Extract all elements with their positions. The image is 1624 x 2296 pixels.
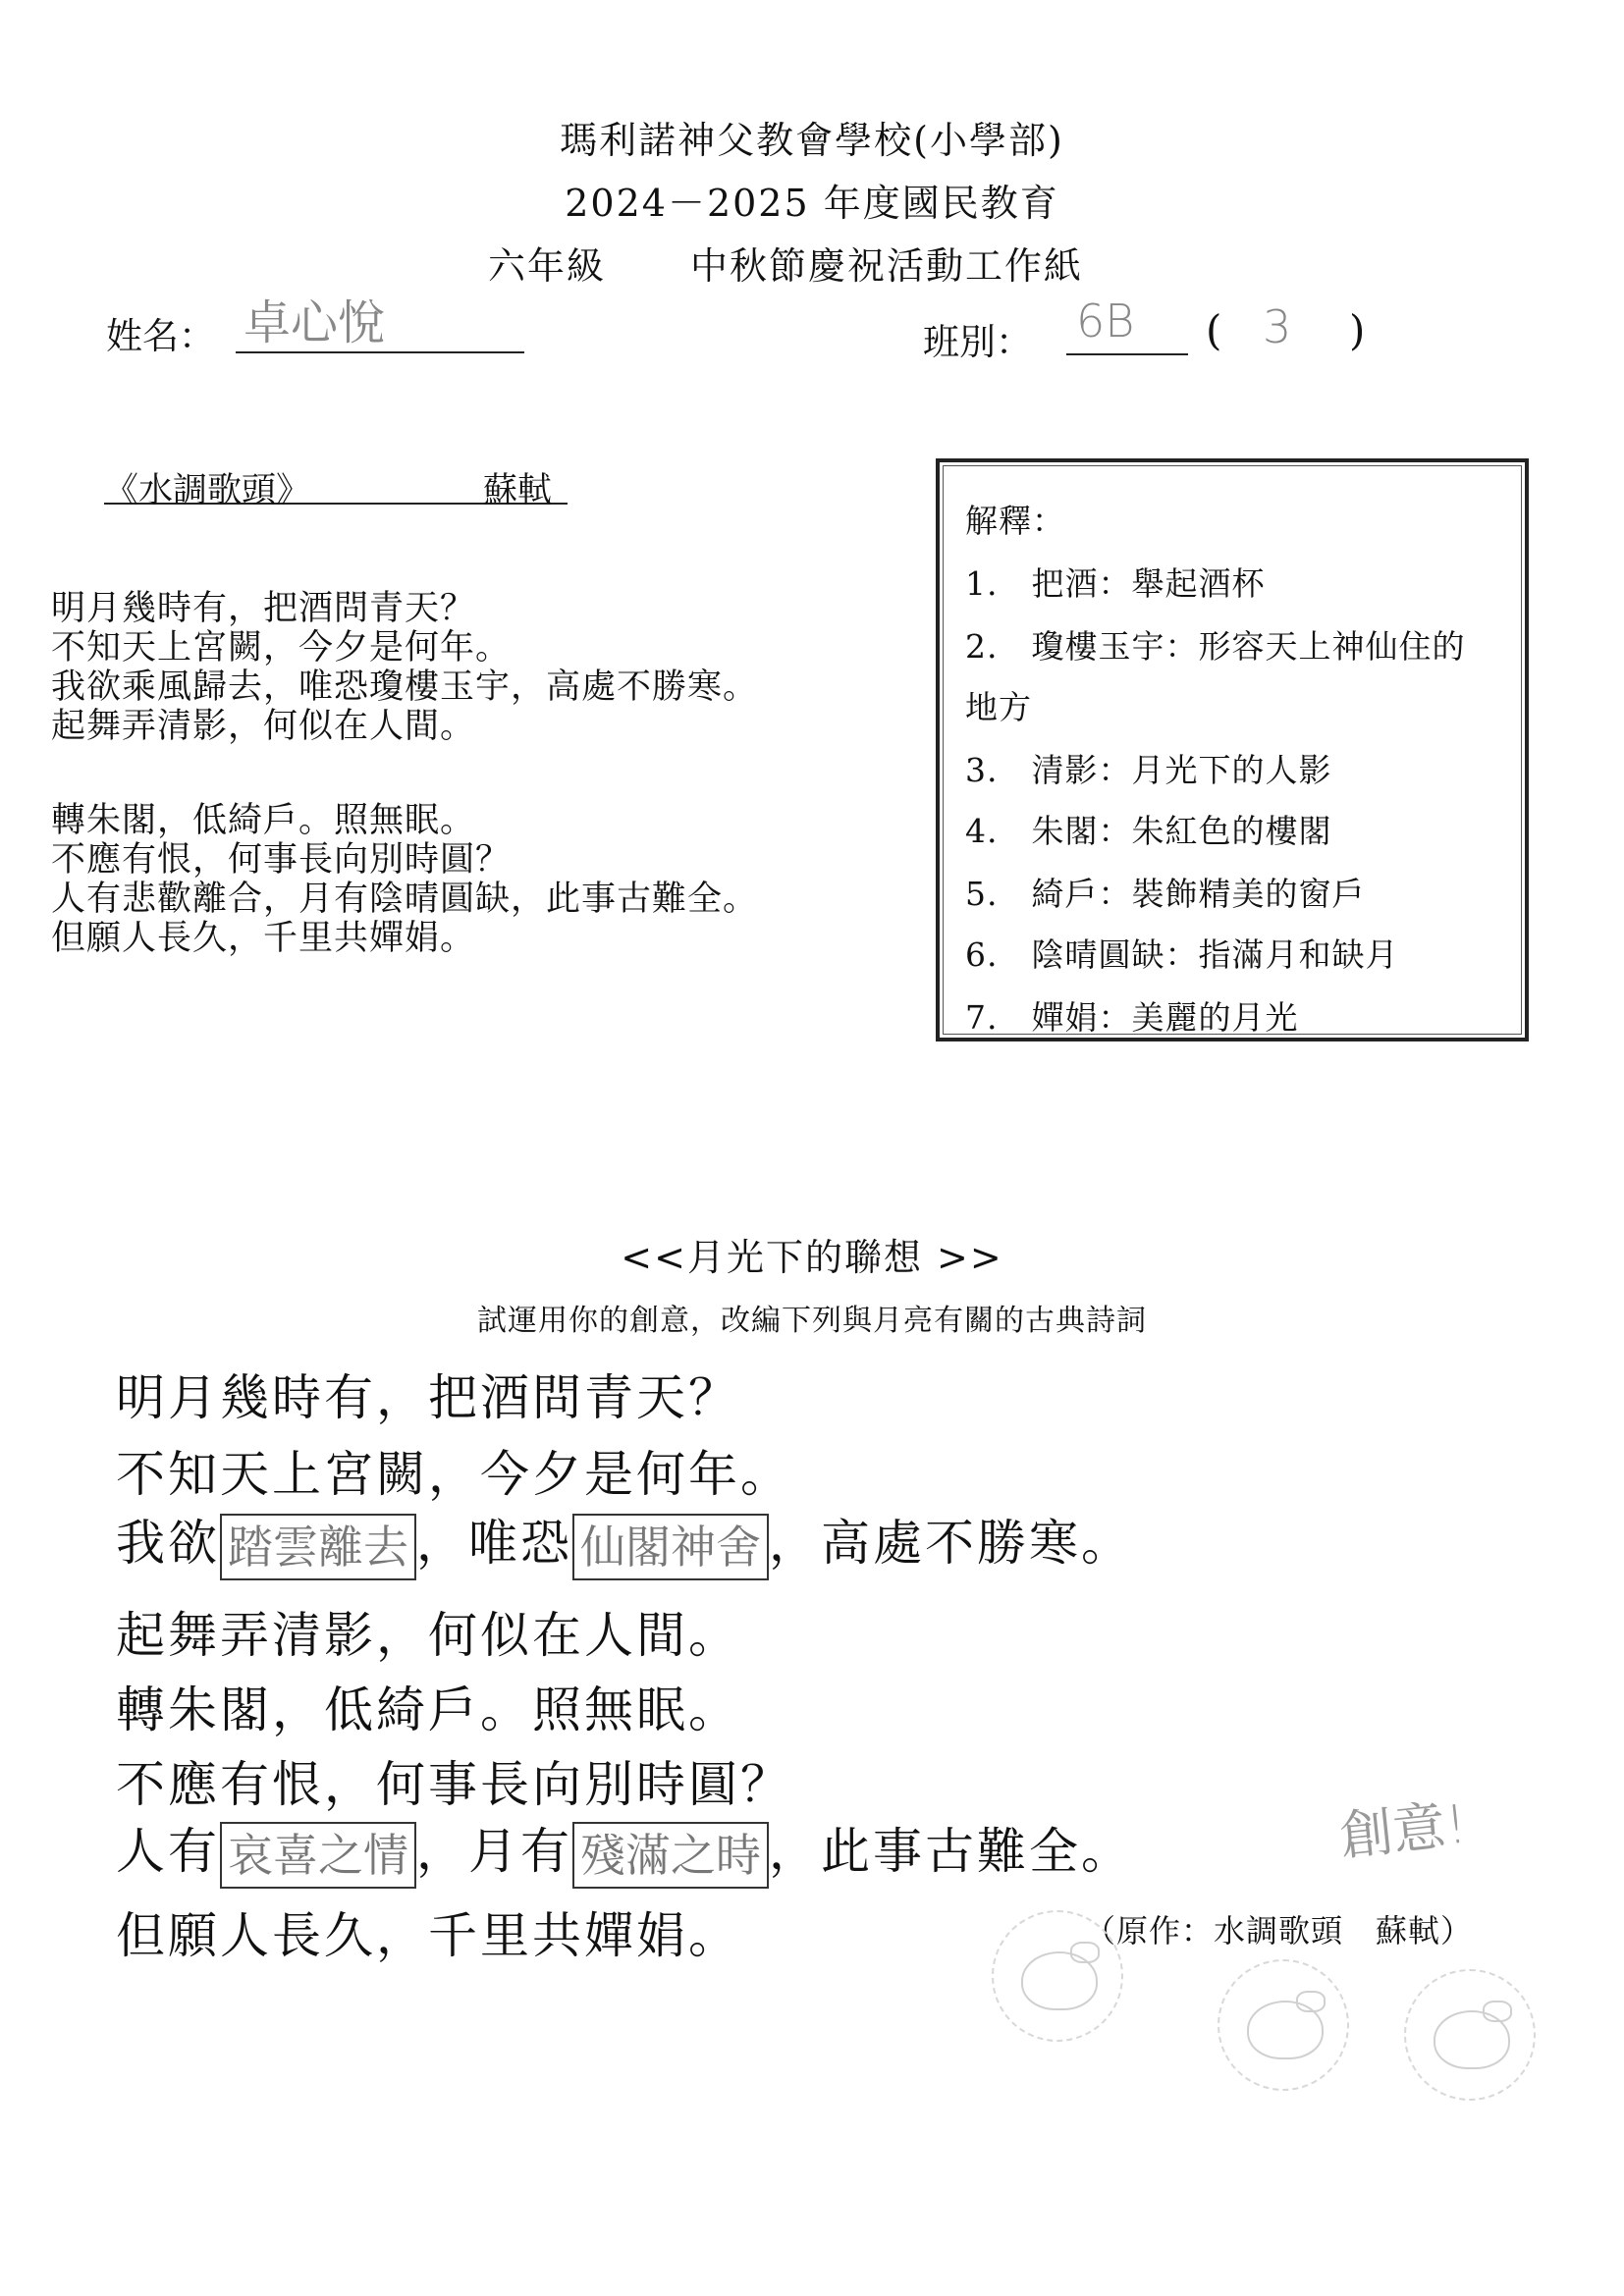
school-name: 瑪利諾神父教會學校(小學部) — [560, 119, 1064, 162]
number-value: 3 — [1263, 300, 1292, 353]
rewrite-line-1: 明月幾時有，把酒問青天？ — [116, 1369, 740, 1426]
glossary-heading: 解釋： — [965, 502, 1065, 540]
line3-text-a: 我欲 — [116, 1515, 220, 1572]
glossary-item: 6. 陰晴圓缺：指滿月和缺月 — [965, 935, 1399, 974]
poem-line: 不知天上宮闕，今夕是何年。 — [51, 628, 512, 667]
source-attribution: （原作：水調歌頭 蘇軾） — [1084, 1912, 1474, 1949]
line7-text-b: ，月有 — [416, 1823, 572, 1880]
rewrite-line-3 — [116, 1504, 1133, 1580]
activity-instruction: 試運用你的創意，改編下列與月亮有關的古典詩詞 — [477, 1304, 1147, 1338]
poem-line: 人有悲歡離合，月有陰晴圓缺，此事古難全。 — [51, 880, 759, 919]
poem-title-row — [104, 463, 568, 510]
line7-text-c: ，此事古難全。 — [769, 1823, 1133, 1880]
fill-blank-2[interactable]: 仙閣神舍 — [572, 1514, 769, 1580]
class-field — [1066, 294, 1188, 355]
glossary-item: 7. 嬋娟：美麗的月光 — [965, 998, 1299, 1037]
poem-line: 但願人長久，千里共嬋娟。 — [51, 919, 476, 958]
glossary-box — [936, 458, 1529, 1041]
poem-line: 我欲乘風歸去，唯恐瓊樓玉宇，高處不勝寒。 — [51, 667, 759, 707]
grade: 六年級 — [488, 244, 607, 288]
cat-stamp-icon — [1218, 1959, 1349, 2091]
glossary-item: 3. 清影：月光下的人影 — [965, 751, 1332, 789]
poem-stanza-2 — [51, 801, 758, 958]
poem-line: 起舞弄清影，何似在人間。 — [51, 707, 476, 746]
class-value: 6B — [1076, 294, 1135, 347]
activity-section-title: <<月光下的聯想 >> — [621, 1236, 1003, 1279]
glossary-item: 地方 — [965, 688, 1032, 726]
fill-blank-1[interactable]: 踏雲離去 — [220, 1514, 416, 1580]
poem-title: 《水調歌頭》 — [104, 471, 311, 510]
name-field — [236, 285, 524, 353]
glossary-item: 4. 朱閣：朱紅色的樓閣 — [965, 812, 1332, 850]
teacher-comment: 創意! — [1336, 1792, 1471, 1868]
rewrite-line-2: 不知天上宮闕，今夕是何年。 — [116, 1446, 792, 1503]
fill-blank-4[interactable]: 殘滿之時 — [572, 1822, 769, 1889]
rewrite-line-6: 不應有恨，何事長向別時圓？ — [116, 1756, 792, 1813]
rewrite-line-8: 但願人長久，千里共嬋娟。 — [116, 1907, 740, 1964]
fill-blank-3[interactable]: 哀喜之情 — [220, 1822, 416, 1889]
poem-stanza-1 — [51, 589, 758, 746]
poem-author: 蘇軾 — [483, 471, 553, 510]
rewrite-line-4: 起舞弄清影，何似在人間。 — [116, 1607, 740, 1664]
line3-text-c: ，高處不勝寒。 — [769, 1515, 1133, 1572]
glossary-item: 1. 把酒：舉起酒杯 — [965, 564, 1266, 603]
year-subject: 2024－2025 年度國民教育 — [565, 182, 1059, 225]
line3-text-b: ，唯恐 — [416, 1515, 572, 1572]
glossary-item: 2. 瓊樓玉宇：形容天上神仙住的 — [965, 627, 1466, 666]
name-label: 姓名： — [106, 315, 215, 357]
rewrite-line-7 — [116, 1812, 1133, 1889]
cat-stamp-icon — [992, 1910, 1123, 2042]
name-value: 卓心悅 — [244, 295, 386, 350]
number-open: ( — [1206, 306, 1222, 354]
number-close: ) — [1349, 306, 1366, 354]
poem-line: 轉朱閣，低綺戶。照無眠。 — [51, 801, 476, 840]
line7-text-a: 人有 — [116, 1823, 220, 1880]
poem-line: 明月幾時有，把酒問青天？ — [51, 589, 476, 628]
cat-stamp-icon — [1404, 1969, 1536, 2101]
glossary-item: 5. 綺戶：裝飾精美的窗戶 — [965, 875, 1366, 913]
poem-line: 不應有恨，何事長向別時圓？ — [51, 840, 512, 880]
rewrite-line-5: 轉朱閣，低綺戶。照無眠。 — [116, 1682, 740, 1738]
activity-title: 中秋節慶祝活動工作紙 — [690, 244, 1084, 288]
class-label: 班別： — [923, 321, 1032, 363]
